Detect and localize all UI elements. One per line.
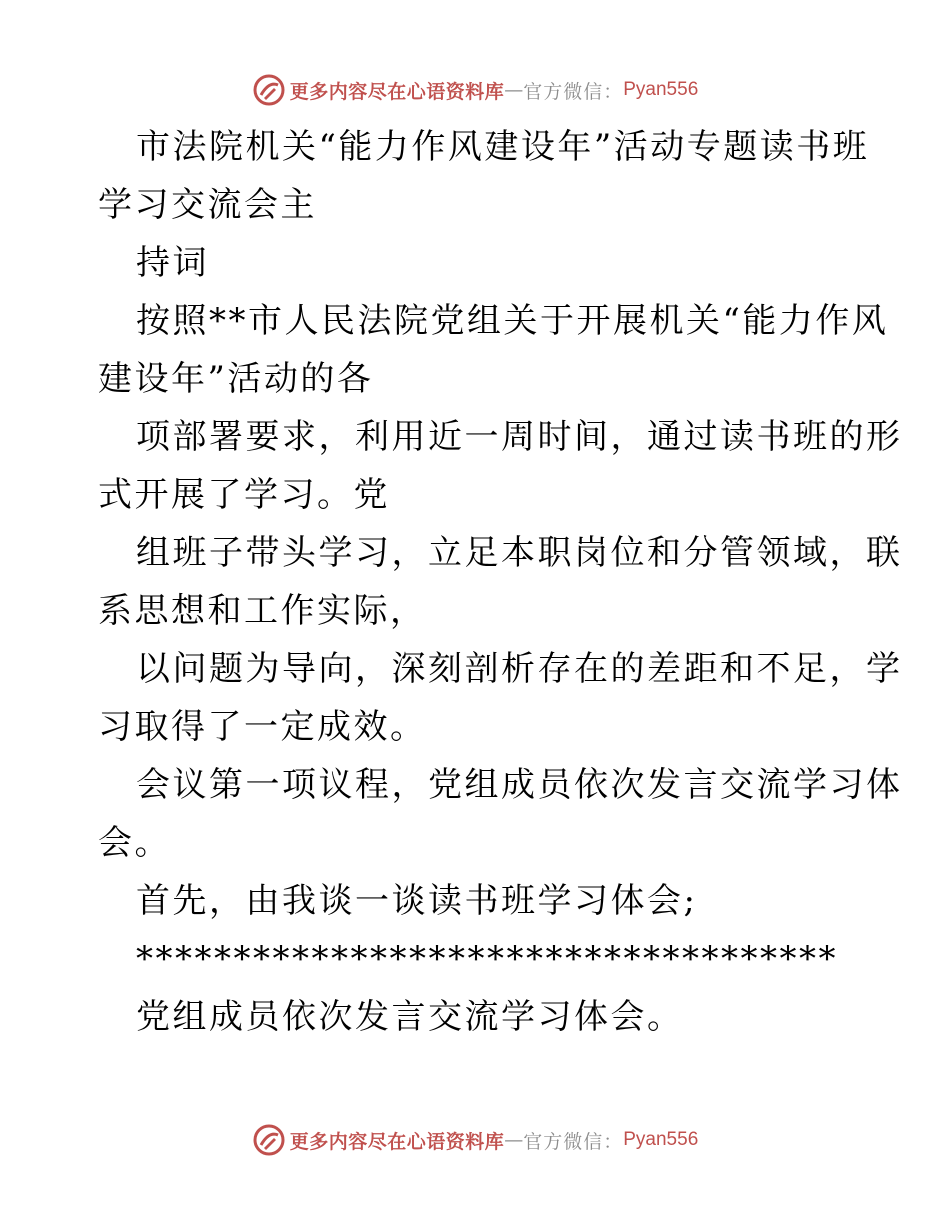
paragraph-line: 按照**市人民法院党组关于开展机关“能力作风 — [136, 301, 889, 341]
watermark-official-label: 官方微信： — [523, 80, 624, 103]
paragraph-line: 建设年”活动的各 — [98, 359, 374, 399]
title-line-1: 市法院机关“能力作风建设年”活动专题读书班 — [136, 127, 870, 167]
asterisk-separator: ************************************ — [136, 939, 838, 979]
paragraph-line: 会议第一项议程，党组成员依次发言交流学习体 — [136, 765, 903, 805]
paragraph-line: 党组成员依次发言交流学习体会。 — [136, 997, 684, 1037]
paragraph-line: 系思想和工作实际， — [98, 591, 427, 631]
title-line-2: 学习交流会主 — [98, 185, 317, 225]
paragraph-line: 会。 — [98, 823, 171, 863]
paragraph-line: 习取得了一定成效。 — [98, 707, 427, 747]
paragraph-line: 以问题为导向，深刻剖析存在的差距和不足，学 — [136, 649, 903, 689]
paragraph-line: 式开展了学习。党 — [98, 475, 390, 515]
watermark-wechat-id: Pyan556 — [623, 79, 699, 100]
paragraph-line: 项部署要求，利用近一周时间，通过读书班的形 — [136, 417, 903, 457]
title-line-3: 持词 — [136, 243, 209, 283]
watermark-dash: — — [504, 79, 524, 101]
watermark-site-text: 更多内容尽在心语资料库 — [289, 80, 505, 103]
swirl-pen-logo-icon — [252, 73, 286, 107]
swirl-pen-logo-icon — [252, 1123, 286, 1157]
document-body — [98, 118, 903, 1046]
header-watermark — [0, 70, 950, 110]
paragraph-line: 首先，由我谈一谈读书班学习体会; — [136, 881, 698, 921]
paragraph-line: 组班子带头学习，立足本职岗位和分管领域，联 — [136, 533, 903, 573]
watermark-wechat-id: Pyan556 — [623, 1129, 699, 1150]
footer-watermark — [0, 1120, 950, 1160]
watermark-dash: — — [504, 1129, 524, 1151]
watermark-site-text: 更多内容尽在心语资料库 — [289, 1130, 505, 1153]
watermark-official-label: 官方微信： — [523, 1130, 624, 1153]
